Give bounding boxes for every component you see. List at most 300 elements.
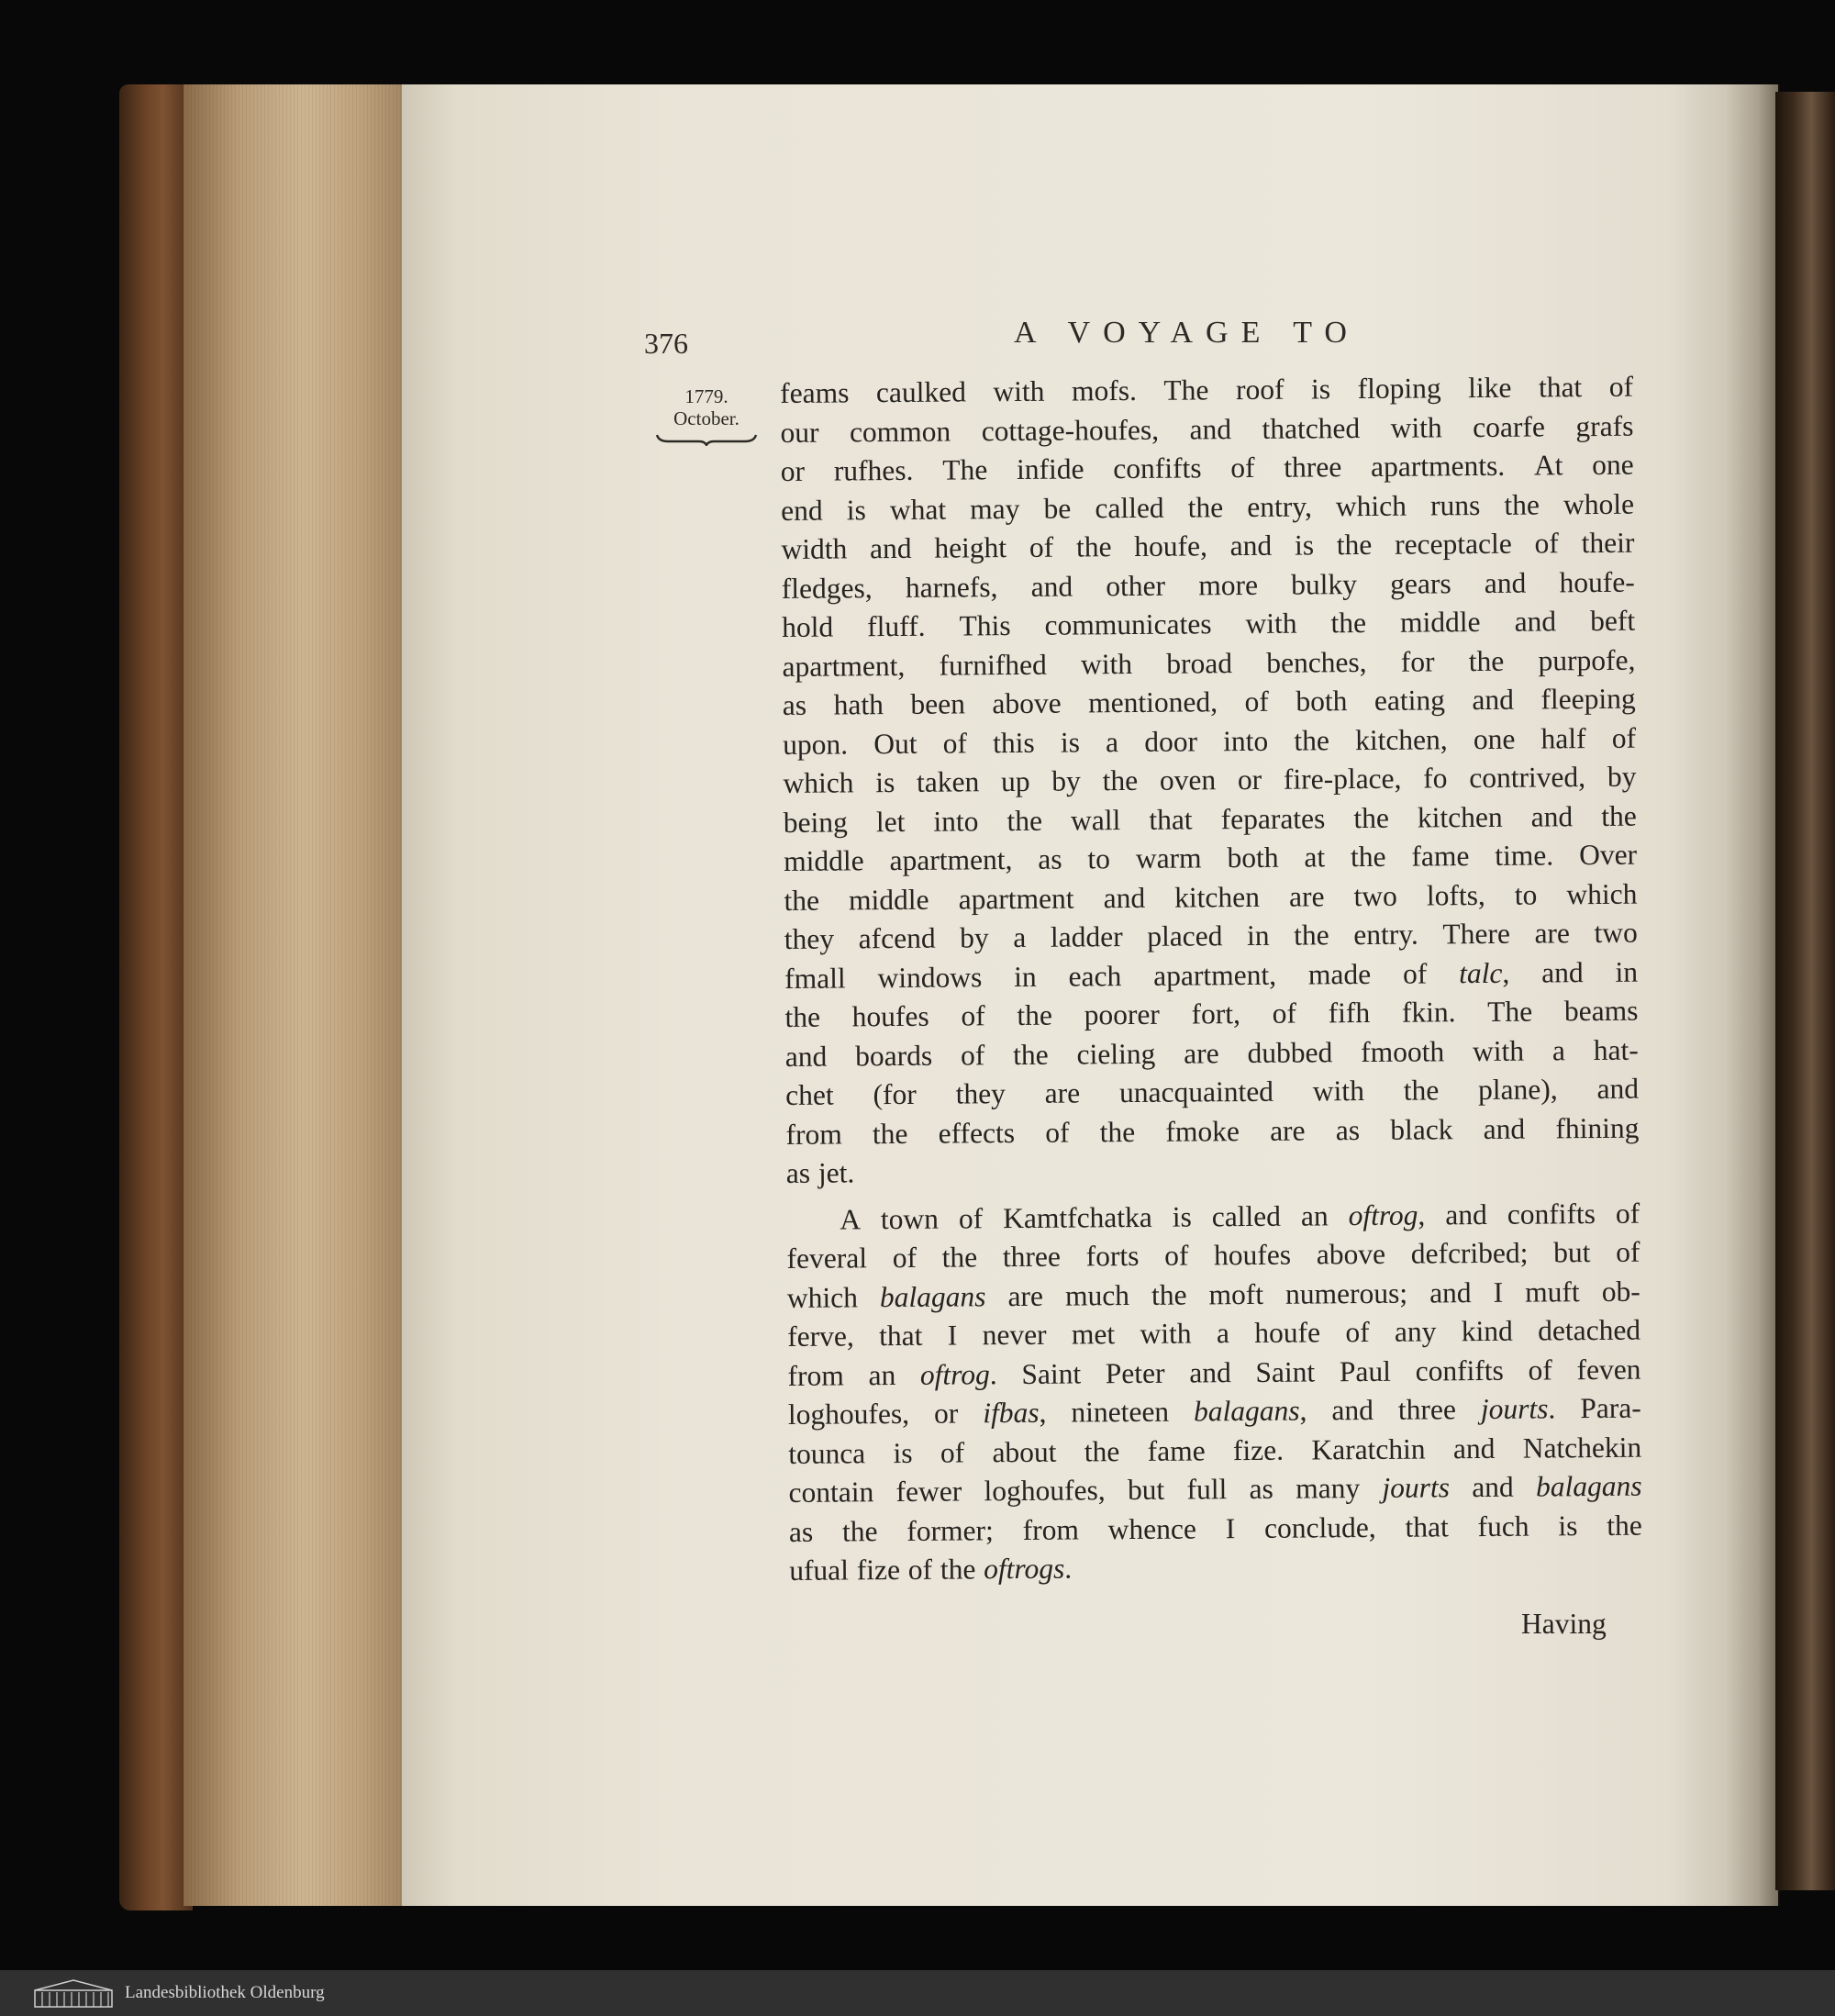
word: as: [788, 1515, 814, 1548]
word: or: [933, 1397, 959, 1430]
word: loghoufes,: [787, 1397, 910, 1431]
word: of: [907, 1553, 933, 1586]
word: are: [1007, 1279, 1044, 1312]
word: never: [982, 1318, 1047, 1352]
word: warm: [1135, 841, 1202, 874]
word: two: [1353, 879, 1397, 912]
word: as: [1335, 1113, 1361, 1146]
text-line: [783, 758, 1636, 804]
text-line: [781, 485, 1634, 530]
word: of: [942, 726, 968, 760]
word: kitchen,: [1354, 722, 1448, 756]
text-line: [781, 524, 1634, 570]
word: with: [1245, 607, 1297, 640]
word: with: [1390, 410, 1442, 444]
word: to: [1087, 842, 1111, 875]
word: from: [785, 1117, 842, 1151]
word: of: [958, 1201, 984, 1234]
word: which: [783, 766, 854, 799]
word: as: [785, 1156, 811, 1189]
word: the: [1013, 1038, 1049, 1071]
word: that: [879, 1319, 923, 1353]
word: The: [942, 453, 988, 486]
word: the: [784, 884, 820, 917]
word: fhining: [1555, 1111, 1640, 1144]
word: fort,: [1191, 997, 1241, 1030]
word: jet.: [817, 1156, 855, 1189]
word: many: [1295, 1472, 1361, 1505]
word: effects: [938, 1116, 1016, 1150]
word: fluff.: [867, 609, 926, 643]
word: Karatchin: [1311, 1432, 1426, 1465]
word: mentioned,: [1088, 685, 1218, 719]
word: both: [1296, 685, 1348, 718]
word: two: [1594, 916, 1638, 950]
text-line: [785, 1108, 1639, 1154]
word: is: [1558, 1509, 1578, 1542]
footer-bar: [0, 1970, 1835, 2016]
word: apartment,: [1153, 958, 1277, 992]
word: the: [1330, 606, 1367, 640]
word: three: [1397, 1393, 1457, 1426]
word: entry.: [1353, 918, 1418, 952]
word: (for: [873, 1077, 917, 1111]
word: cieling: [1076, 1037, 1156, 1070]
library-building-icon: [33, 1977, 114, 2009]
word: poorer: [1084, 997, 1160, 1031]
word: the: [1353, 801, 1390, 834]
word: kitchen: [1417, 800, 1503, 834]
word: may: [970, 492, 1020, 525]
text-line: [786, 1148, 1640, 1194]
word: A: [840, 1202, 862, 1236]
word: which: [1566, 877, 1638, 910]
word: rufhes.: [833, 453, 914, 487]
word: above: [992, 686, 1062, 720]
word: half: [1540, 721, 1586, 754]
word: of: [1272, 997, 1297, 1030]
word: of: [1163, 1239, 1189, 1272]
word: let: [875, 805, 906, 838]
word: bulky: [1291, 567, 1358, 601]
word: placed: [1147, 919, 1223, 952]
text-line: [780, 368, 1633, 414]
word: kind: [1461, 1314, 1513, 1348]
word: and: [1596, 1072, 1640, 1106]
word: any: [1394, 1315, 1437, 1348]
word: Kamtfchatka: [1002, 1200, 1152, 1234]
word: their: [1581, 526, 1635, 560]
word: houfe,: [1134, 529, 1208, 562]
word: one: [1473, 722, 1516, 755]
word: and: [1452, 1431, 1496, 1465]
word: with: [1472, 1034, 1525, 1067]
word: benches,: [1266, 645, 1367, 679]
word: that: [1405, 1509, 1449, 1543]
word: our: [780, 416, 819, 449]
word: loghoufes,: [984, 1474, 1106, 1508]
word: and: [1331, 1393, 1374, 1427]
text-line: [784, 952, 1638, 998]
word: middle: [1399, 606, 1481, 639]
word: apartment,: [889, 843, 1013, 877]
text-line: [782, 562, 1635, 608]
word: receptacle: [1394, 527, 1512, 561]
word: and: [1229, 529, 1273, 562]
word: fame: [1147, 1433, 1206, 1467]
word: confifts: [1415, 1353, 1504, 1387]
word: windows: [877, 960, 983, 994]
word: by: [960, 921, 989, 954]
word: and: [1484, 566, 1527, 599]
word: are: [1184, 1036, 1219, 1070]
word: of: [1230, 451, 1255, 485]
word: former;: [906, 1513, 994, 1547]
word: at: [1304, 841, 1326, 874]
word: are: [1269, 1114, 1306, 1147]
word: roof: [1235, 373, 1284, 407]
word: of: [960, 1038, 985, 1071]
word: kitchen: [1174, 880, 1261, 914]
word: fmall: [784, 961, 846, 995]
word: of: [892, 1241, 918, 1275]
text-line: [781, 446, 1634, 492]
word: made: [1307, 957, 1372, 990]
word: afcend: [858, 921, 936, 955]
word: three: [1284, 451, 1342, 484]
word: the: [1468, 644, 1505, 677]
word: cottage-houfes,: [981, 413, 1160, 447]
word: the: [1006, 804, 1043, 837]
word: oven: [1159, 763, 1217, 796]
word: into: [1223, 724, 1269, 757]
word: of: [1534, 527, 1559, 560]
word: the: [1017, 998, 1053, 1031]
word: boards: [855, 1039, 933, 1072]
word: a: [1013, 920, 1027, 954]
book-cover-left: [119, 84, 193, 1910]
text-line: [788, 1389, 1641, 1435]
word: up: [1000, 764, 1030, 798]
word: I: [1225, 1511, 1236, 1544]
word: wall: [1070, 803, 1121, 837]
catchword: Having: [1521, 1608, 1607, 1640]
word: height: [934, 531, 1007, 564]
word: or: [1237, 763, 1262, 796]
word: Paul: [1339, 1354, 1392, 1387]
word: and: [1530, 799, 1574, 833]
word: balagans,: [1193, 1394, 1307, 1428]
text-line: [788, 1467, 1641, 1513]
word: Out: [873, 727, 918, 760]
word: Peter: [1105, 1356, 1165, 1389]
word: detached: [1538, 1313, 1641, 1347]
word: by: [1051, 764, 1081, 797]
word: and: [1103, 881, 1146, 914]
word: called: [1211, 1199, 1282, 1232]
word: the: [1403, 1074, 1440, 1107]
gutter-shadow: [1725, 84, 1780, 1906]
word: the: [1294, 919, 1329, 952]
word: by: [1607, 760, 1637, 793]
text-line: [782, 640, 1635, 686]
word: about: [992, 1435, 1057, 1468]
word: fuch: [1477, 1509, 1529, 1543]
word: which: [1335, 489, 1407, 522]
word: plane),: [1477, 1073, 1558, 1107]
word: broad: [1166, 646, 1233, 680]
word: fo: [1423, 762, 1448, 795]
word: ifbas,: [983, 1396, 1047, 1430]
word: nineteen: [1071, 1395, 1170, 1429]
word: At: [1533, 449, 1563, 482]
word: been: [910, 687, 966, 720]
word: door: [1144, 724, 1198, 758]
word: contain: [788, 1476, 874, 1509]
word: There: [1442, 917, 1511, 951]
word: be: [1043, 492, 1072, 525]
word: dubbed: [1247, 1035, 1333, 1069]
word: eating: [1373, 684, 1446, 717]
word: or: [780, 454, 806, 487]
text-line: [787, 1350, 1640, 1396]
word: Saint: [1255, 1354, 1316, 1388]
word: are: [1044, 1076, 1081, 1109]
word: and: [1483, 1112, 1526, 1145]
word: coarfe: [1473, 409, 1546, 443]
word: width: [781, 532, 848, 565]
word: apartment: [958, 882, 1074, 915]
word: that: [1149, 802, 1193, 836]
word: upon.: [783, 727, 849, 761]
word: and: [1445, 1197, 1487, 1231]
word: hold: [782, 610, 834, 643]
word: The: [1163, 373, 1209, 407]
word: This: [959, 609, 1011, 642]
word: grafs: [1575, 409, 1634, 442]
word: town: [880, 1202, 940, 1235]
word: fledges,: [781, 571, 873, 605]
text-line: [784, 836, 1637, 882]
word: chet: [785, 1078, 834, 1111]
word: houfe: [1254, 1316, 1321, 1349]
word: balagans: [1535, 1469, 1642, 1503]
margin-note-year: 1779.: [684, 385, 728, 407]
word: contrived,: [1469, 761, 1586, 795]
word: feparates: [1220, 801, 1326, 835]
word: conclude,: [1263, 1510, 1376, 1544]
word: the: [841, 1514, 878, 1548]
word: houfe-: [1559, 565, 1635, 598]
word: with: [1140, 1317, 1192, 1350]
word: the: [1102, 763, 1139, 797]
word: as: [1038, 842, 1062, 875]
word: ladder: [1050, 920, 1123, 953]
word: with: [993, 374, 1045, 408]
word: lofts,: [1426, 878, 1485, 911]
word: houfes: [1213, 1238, 1292, 1272]
word: fewer: [895, 1475, 962, 1509]
word: of: [1029, 530, 1054, 563]
word: into: [933, 804, 979, 838]
word: fmooth: [1361, 1034, 1445, 1068]
word: and: [1514, 605, 1557, 638]
word: moft: [1208, 1277, 1264, 1310]
word: three: [1002, 1240, 1062, 1274]
word: met: [1071, 1318, 1116, 1351]
word: what: [889, 493, 947, 526]
word: common: [849, 415, 951, 448]
word: mofs.: [1071, 373, 1138, 407]
word: houfes: [851, 999, 929, 1033]
word: more: [1198, 568, 1259, 601]
text-line: [787, 1311, 1640, 1357]
word: and: [1030, 570, 1073, 603]
text-line: [788, 1428, 1641, 1474]
word: with: [1080, 647, 1133, 680]
text-line: [789, 1506, 1642, 1552]
word: in: [1246, 919, 1270, 952]
word: the: [941, 1241, 978, 1274]
word: fkin.: [1401, 996, 1456, 1029]
word: talc,: [1459, 956, 1510, 989]
word: of: [940, 1435, 965, 1469]
word: and: [784, 1040, 828, 1073]
word: muft: [1525, 1275, 1580, 1309]
word: as: [1249, 1472, 1273, 1506]
word: of: [1616, 1235, 1640, 1268]
word: fize.: [1232, 1433, 1284, 1466]
word: are: [1534, 917, 1571, 950]
word: of: [1345, 1315, 1370, 1349]
word: feven: [1576, 1353, 1641, 1386]
word: hat-: [1593, 1033, 1639, 1066]
word: of: [1608, 370, 1634, 403]
word: an: [1300, 1198, 1329, 1232]
page-block-edge: [184, 84, 404, 1906]
word: The: [1487, 995, 1533, 1028]
word: is: [875, 766, 895, 799]
word: hath: [833, 688, 884, 721]
word: apartments.: [1370, 449, 1506, 483]
word: called: [1095, 491, 1164, 524]
word: of: [961, 999, 985, 1032]
word: the: [784, 1000, 821, 1033]
word: entry,: [1247, 489, 1313, 523]
word: floping: [1357, 372, 1441, 406]
word: a: [1105, 725, 1119, 758]
word: balagans: [879, 1279, 986, 1313]
word: and: [1541, 955, 1584, 988]
word: this: [993, 726, 1035, 759]
word: time.: [1495, 839, 1554, 872]
word: both: [1227, 841, 1279, 874]
word: the: [1607, 1509, 1642, 1542]
word: in: [1615, 955, 1639, 988]
word: jourts.: [1480, 1392, 1556, 1426]
word: of: [1244, 685, 1269, 718]
word: defcribed;: [1410, 1236, 1529, 1270]
word: tounca: [788, 1436, 866, 1470]
word: the: [1504, 488, 1540, 521]
word: gears: [1390, 566, 1451, 600]
word: which: [786, 1280, 859, 1314]
word: ob-: [1601, 1275, 1640, 1308]
word: fmoke: [1165, 1114, 1240, 1148]
word: the: [1084, 1434, 1120, 1467]
word: black: [1390, 1112, 1453, 1146]
word: end: [781, 494, 823, 527]
word: and: [1429, 1275, 1472, 1309]
text-line: [783, 718, 1636, 764]
word: is: [1172, 1200, 1192, 1233]
word: middle: [784, 844, 864, 877]
page-number: 376: [644, 327, 688, 360]
text-line: [785, 1030, 1639, 1076]
word: and: [1189, 1355, 1231, 1389]
word: a: [1216, 1317, 1230, 1350]
word: Natchekin: [1522, 1431, 1642, 1465]
word: and: [1472, 1470, 1514, 1504]
word: taken: [916, 765, 980, 798]
word: oftrogs.: [984, 1552, 1073, 1586]
word: the: [1294, 723, 1330, 757]
word: unacquainted: [1118, 1075, 1274, 1109]
word: being: [783, 805, 848, 839]
word: numerous;: [1284, 1276, 1408, 1310]
brace-icon: [655, 433, 758, 446]
word: runs: [1429, 488, 1481, 521]
word: and: [1189, 412, 1232, 445]
word: beams: [1563, 994, 1639, 1028]
word: but: [1553, 1236, 1591, 1269]
word: like: [1468, 371, 1512, 405]
running-head: A VOYAGE TO: [1014, 316, 1360, 350]
text-line: [784, 796, 1637, 842]
word: from: [1022, 1512, 1080, 1546]
book-cover-right: [1775, 92, 1835, 1890]
text-line: [787, 1272, 1640, 1318]
word: harnefs,: [905, 570, 998, 604]
word: thatched: [1262, 411, 1361, 445]
word: confifts: [1113, 451, 1202, 485]
word: of: [1611, 721, 1637, 754]
word: fize: [856, 1554, 901, 1587]
word: I: [1493, 1275, 1504, 1309]
word: confifts: [1507, 1197, 1596, 1231]
word: Para-: [1580, 1391, 1641, 1425]
word: full: [1186, 1473, 1228, 1506]
word: oftrog.: [919, 1357, 997, 1391]
word: is: [893, 1436, 913, 1469]
text-line: [783, 680, 1636, 726]
word: middle: [848, 883, 929, 916]
word: is: [1294, 529, 1315, 562]
word: the: [1350, 840, 1386, 874]
word: from: [787, 1358, 844, 1392]
word: infide: [1016, 452, 1084, 485]
word: beft: [1589, 604, 1636, 638]
word: feams: [780, 376, 850, 409]
word: and: [869, 531, 912, 565]
word: a: [1551, 1033, 1566, 1066]
word: jourts: [1382, 1471, 1451, 1504]
word: of: [1045, 1116, 1070, 1149]
word: one: [1592, 448, 1634, 482]
word: above: [1316, 1237, 1386, 1271]
word: much: [1064, 1278, 1130, 1312]
word: ferve,: [787, 1320, 854, 1353]
